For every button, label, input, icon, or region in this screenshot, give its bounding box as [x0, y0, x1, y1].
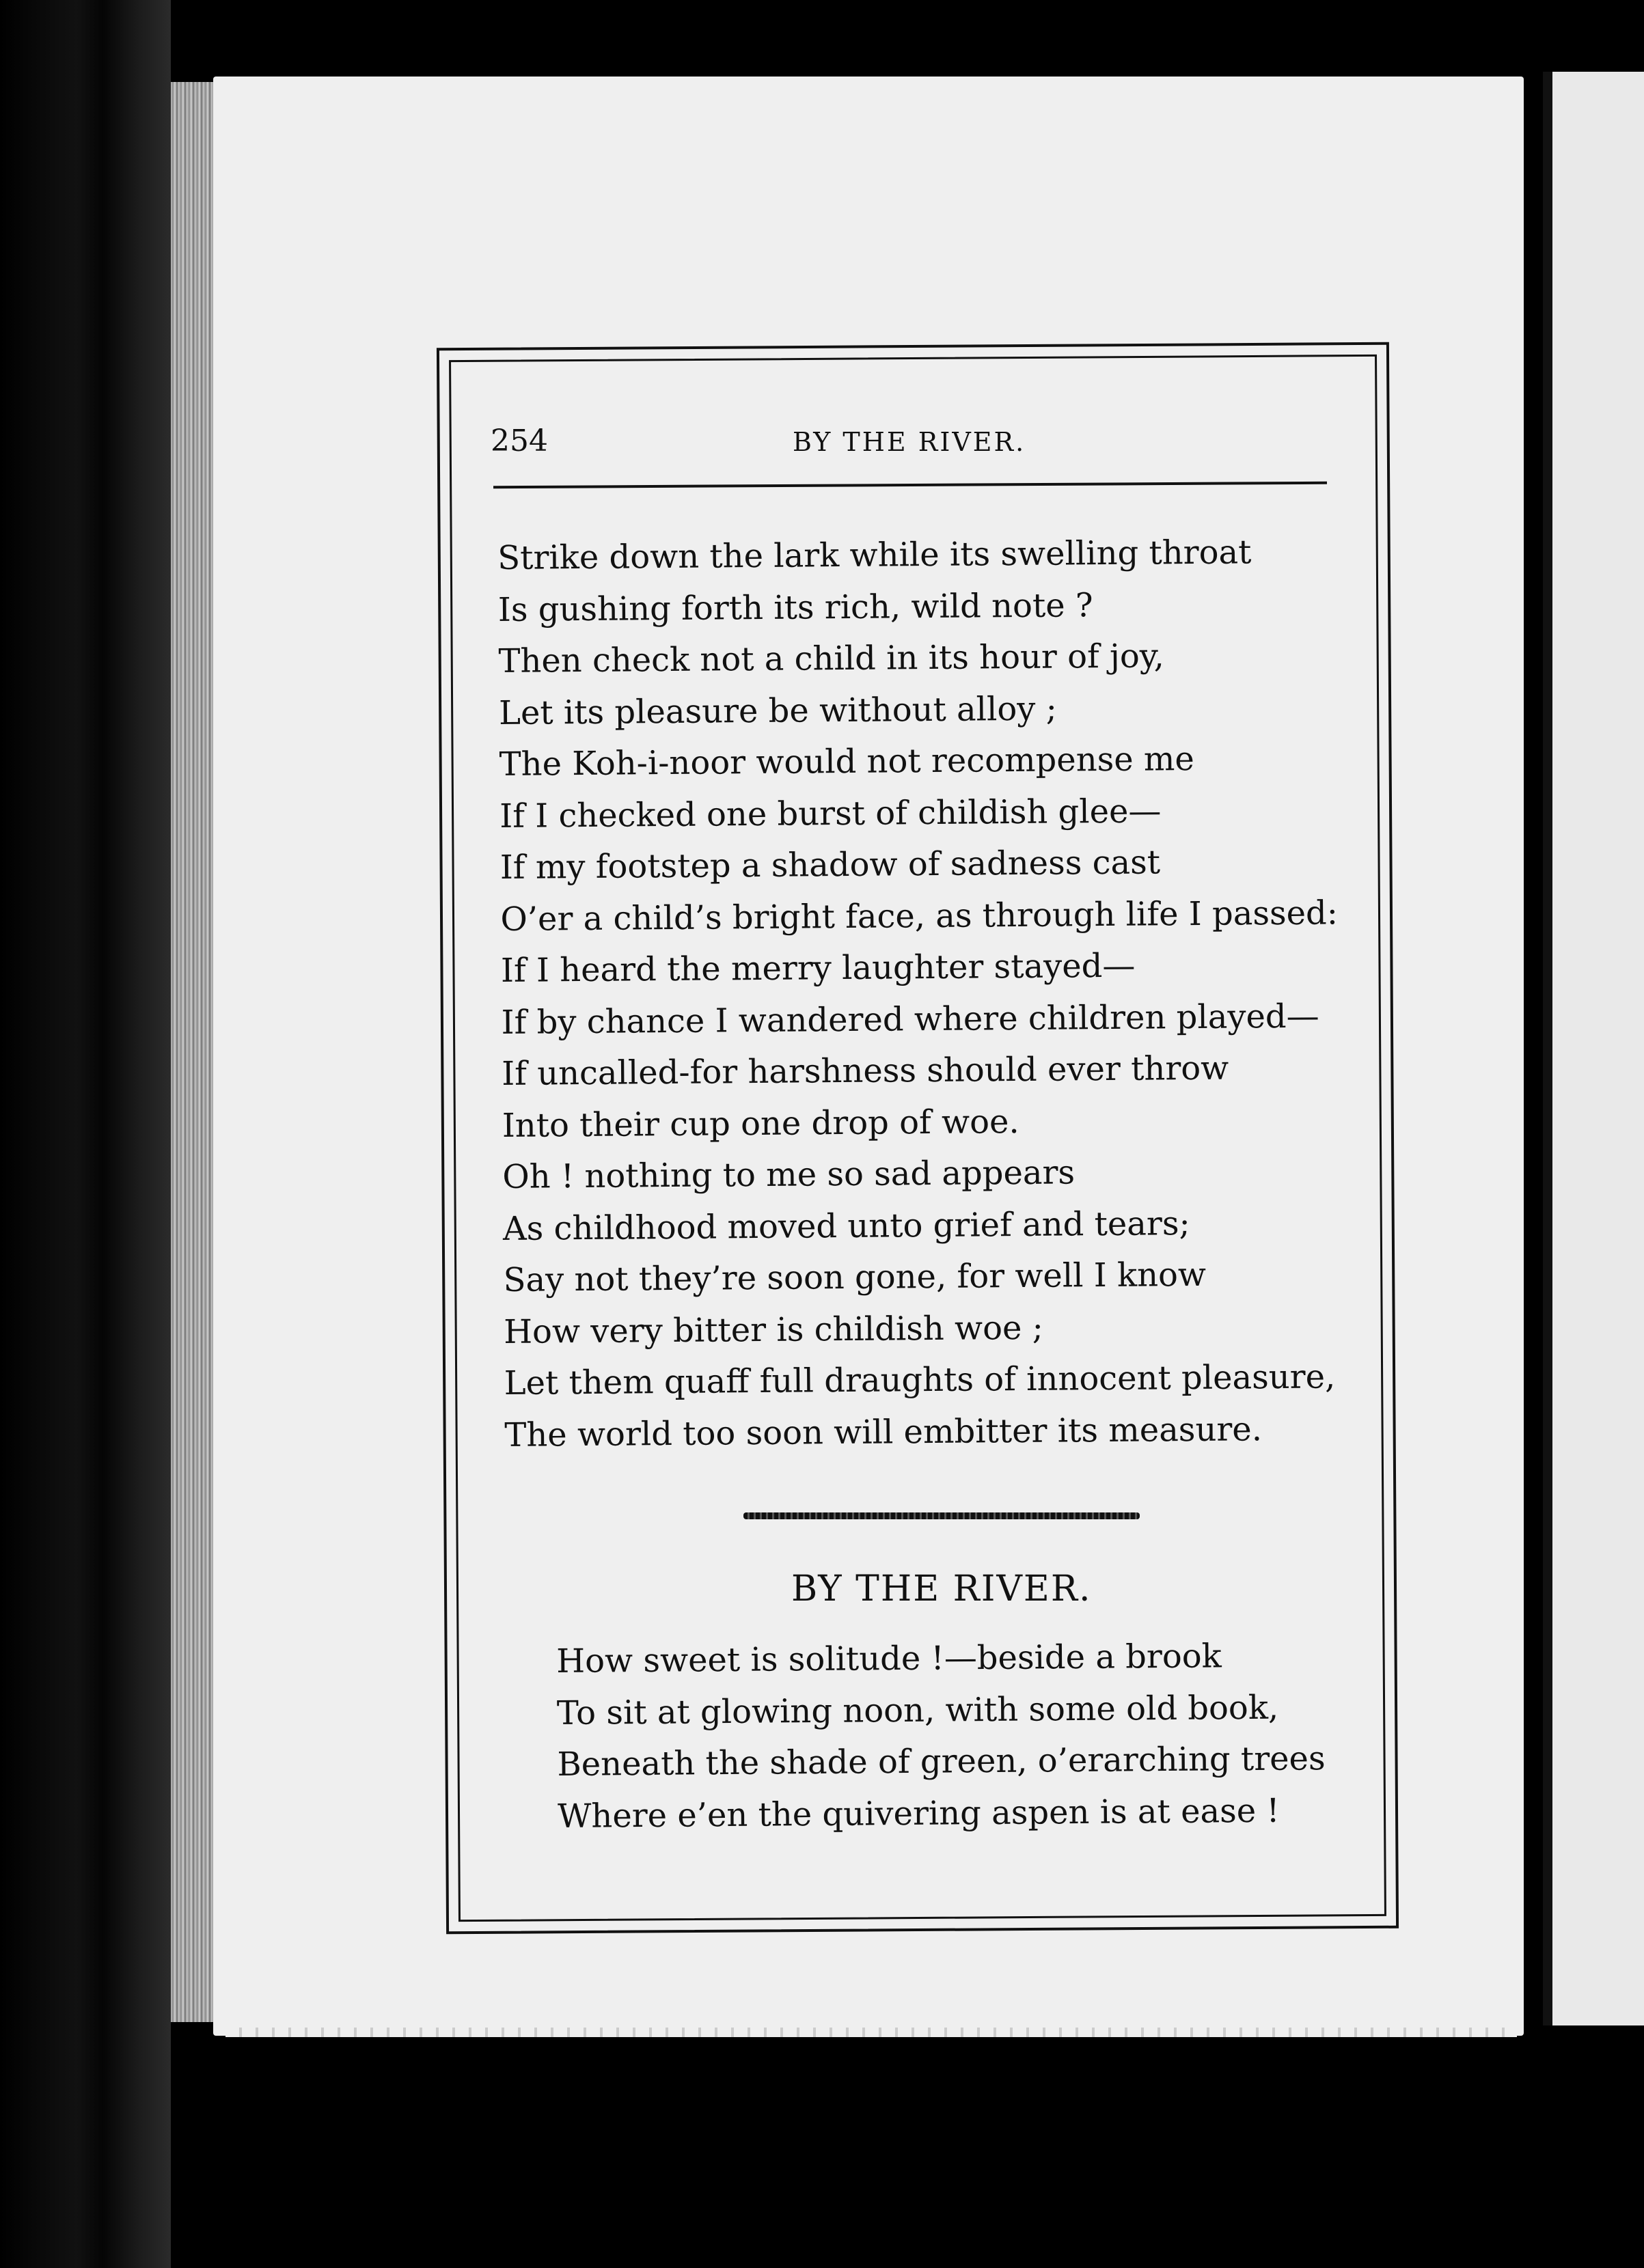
adjacent-page-edge — [1543, 72, 1644, 2025]
poem-line: Where e’en the quivering aspen is at ease ! — [557, 1791, 1280, 1836]
poem-line: Let them quaff full draughts of innocent pleasure, — [504, 1357, 1336, 1402]
poem-line: The Koh-i-noor would not recompense me — [499, 740, 1195, 784]
running-head: BY THE RIVER. — [793, 427, 1026, 457]
poem-line: Say not they’re soon gone, for well I know — [503, 1255, 1207, 1299]
poem-line: If my footstep a shadow of sadness cast — [499, 843, 1161, 887]
poem-line: How sweet is solitude !—beside a brook — [556, 1637, 1222, 1681]
poem-line: If uncalled-for harshness should ever throw — [502, 1049, 1229, 1093]
poem-line: The world too soon will embitter its measure. — [504, 1409, 1263, 1454]
poem-line: Beneath the shade of green, o’erarching trees — [557, 1739, 1326, 1784]
poem-line: Oh ! nothing to me so sad appears — [502, 1153, 1076, 1196]
page-number: 254 — [491, 424, 548, 458]
poem-line: How very bitter is childish woe ; — [503, 1308, 1044, 1351]
page-edges — [171, 82, 219, 2022]
poem-line: Let its pleasure be without alloy ; — [498, 689, 1058, 732]
poem-line: Strike down the lark while its swelling throat — [497, 533, 1252, 577]
poem-line: Then check not a child in its hour of joy, — [498, 637, 1165, 680]
poem-line: Is gushing forth its rich, wild note ? — [497, 585, 1093, 629]
poem-line: If I heard the merry laughter stayed— — [500, 946, 1136, 990]
poem-line: Into their cup one drop of woe. — [502, 1102, 1019, 1145]
poem-line: As childhood moved unto grief and tears; — [502, 1204, 1190, 1248]
poem-line: To sit at glowing noon, with some old book, — [556, 1688, 1279, 1732]
poem-line: O’er a child’s bright face, as through life I passed: — [500, 893, 1339, 939]
poem-continued — [497, 526, 1359, 1461]
book-binding — [0, 0, 171, 2268]
poem-by-the-river — [556, 1630, 1364, 1842]
ornamental-divider — [743, 1512, 1140, 1519]
poem-title: BY THE RIVER. — [791, 1568, 1092, 1609]
page-bottom-edge — [225, 2028, 1517, 2037]
poem-line: If I checked one burst of childish glee— — [499, 791, 1162, 835]
poem-line: If by chance I wandered where children played— — [501, 997, 1319, 1042]
